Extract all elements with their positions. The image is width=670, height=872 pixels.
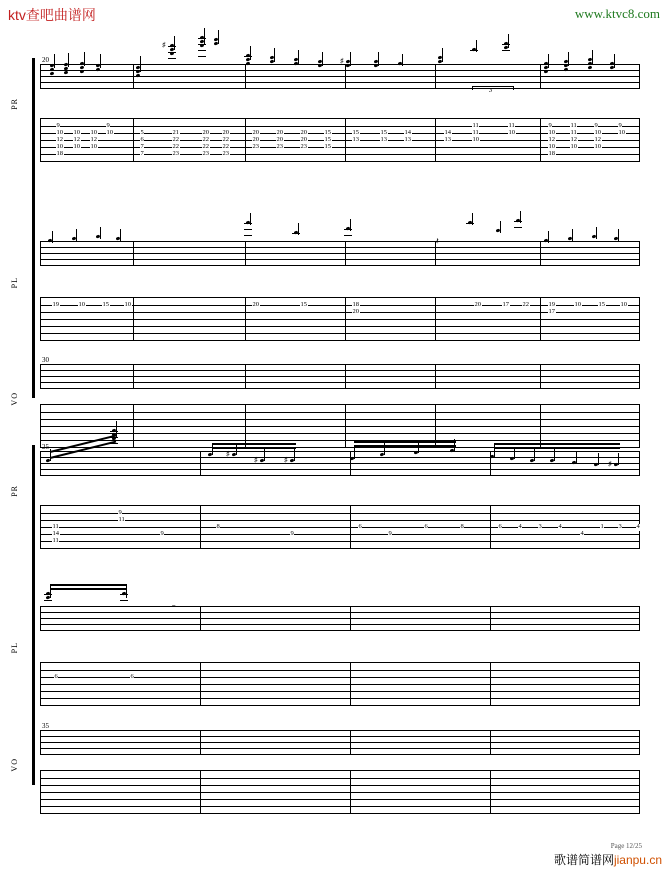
tab-staff-pr-2: 9 11 11 14 11 9 8 9 6 9 6 8 6 4 3 4 4 1 3 4	[40, 505, 640, 548]
standard-staff-pl-1	[40, 241, 640, 266]
track-vo-2	[10, 722, 640, 808]
instrument-label-pr: PR	[10, 485, 19, 497]
instrument-label-pl: PL	[10, 642, 19, 654]
measure-number: 35	[42, 722, 49, 730]
measure-number: 20	[42, 56, 49, 64]
track-pl-2: PL 𝄻 6 6	[32, 600, 640, 705]
standard-staff-vo-1	[40, 356, 640, 389]
page-number: Page 12/25	[610, 842, 642, 850]
system-1	[10, 41, 640, 406]
instrument-label-vo: VO	[10, 758, 19, 772]
site-url: www.ktvc8.com	[574, 6, 660, 21]
track-pr-1: PR 20 ♯ ♯ 3 9 10 12 10 18 10 12 10 10 12 10 9 10 5 6 7 7 21 22 22 23 20 22 22 23 20 22 22 23 20 20 23 20 20 23 20 20 23 15 15 15 15 13 15 13 14 13 14 13 11 11 10 11 10 9 10 12 10 18 11 11 12 10 9 10 12 10 9 10	[32, 58, 640, 208]
standard-staff-vo-2	[40, 722, 640, 755]
footer-brand-cn: 歌谱简谱网	[553, 853, 614, 867]
standard-staff-pr-2	[40, 443, 640, 476]
instrument-label-vo: VO	[10, 392, 19, 406]
footer-brand-en: jianpu.cn	[613, 853, 662, 867]
tab-staff-pl-1: 19 10 15 10 20 15 18 20 20 17 22 19 17 10 15 10	[40, 297, 640, 340]
tab-staff-vo-2	[40, 770, 640, 813]
measure-number: 25	[42, 443, 49, 451]
measure-number: 30	[42, 356, 49, 364]
track-pr-2: PR 25 ♯ ♯ ♯ ♯ 9 11 11 14 11 9 8 9 6 9 6 8 6 4 3 4 4 1 3 4	[32, 445, 640, 595]
footer-brand	[554, 851, 662, 868]
track-pl-1: PL 𝄽 19 10 15 10 20 15 18 20 20 17 22 19 17 10 15 10	[32, 235, 640, 340]
standard-staff-pl-2	[40, 606, 640, 631]
track-vo-1	[10, 356, 640, 442]
system-2	[10, 440, 640, 780]
instrument-label-pl: PL	[10, 277, 19, 289]
site-brand: ktv查吧曲谱网	[8, 7, 96, 23]
tab-staff-pl-2: 6 6	[40, 662, 640, 705]
standard-staff-pr-1	[40, 56, 640, 89]
instrument-label-pr: PR	[10, 98, 19, 110]
tab-staff-pr-1: 9 10 12 10 18 10 12 10 10 12 10 9 10 5 6 7 7 21 22 22 23 20 22 22 23 20 22 22 23 20 20 23 20 20 23 20 20 23 15 15 15 15 13 15 13 14 13 14 13 11 11 10 11 10 9 10 12 10 18 11 11 12 10 9 10 12 10 9 10	[40, 118, 640, 161]
